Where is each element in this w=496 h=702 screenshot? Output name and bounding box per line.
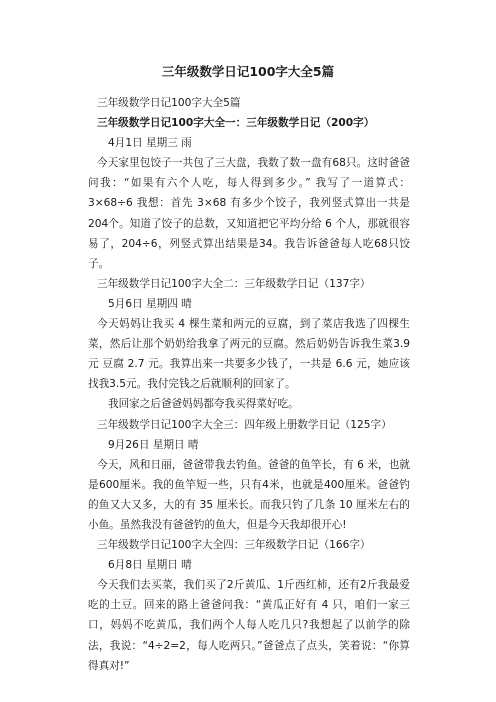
entry-paragraph-4-1: 今天我们去买菜，我们买了2斤黄瓜、1斤西红柿，还有2斤我最爱吃的土豆。回来的路上爸爸问我：“黄瓜正好有 4 只，咱们一家三口，妈妈不吃黄瓜，我们两个人每人吃几只?我想起了以前学的除法，我说：“4÷2=2，每人吃两只。”爸爸点了点头，笑着说：“你算得真对!”: [88, 579, 410, 672]
entry-date-3: 9月26日 星期日 晴: [108, 438, 199, 451]
entry-heading-3: 三年级数学日记100字大全三：四年级上册数学日记（125字）: [97, 418, 392, 431]
document-body: [88, 93, 410, 676]
document-subtitle: 三年级数学日记100字大全5篇: [97, 97, 241, 109]
entry-heading-1: 三年级数学日记100字大全一：三年级数学日记（200字）: [97, 117, 375, 130]
entry-date-1: 4月1日 星期三 雨: [108, 137, 192, 150]
document-title: 三年级数学日记100字大全5篇: [161, 64, 335, 79]
entry-paragraph-3-1: 今天，风和日丽，爸爸带我去钓鱼。爸爸的鱼竿长，有 6 米，也就是600厘米。我的鱼竿短一些，只有4米，也就是400厘米。爸爸钓的鱼又大又多，大的有 35 厘米长。而我只钓了几条 10 厘米左右的小鱼。虽然我没有爸爸钓的鱼大，但是今天我却很开心!: [88, 458, 410, 531]
entry-date-4: 6月8日 星期日 晴: [108, 559, 192, 572]
entry-paragraph-1-1: 今天家里包饺子一共包了三大盘，我数了数一盘有68只。这时爸爸问我：“如果有六个人吃，每人得到多少。” 我写了一道算式：3×68÷6 我想：首先 3×68 有多少个饺子，我列竖式算出一共是 204个。知道了饺子的总数，又知道把它平均分给 6 个人，那就很容易了，204÷6，列竖式算出结果是34。我告诉爸爸每人吃68只饺子。: [88, 157, 410, 270]
entry-heading-4: 三年级数学日记100字大全四：三年级数学日记（166字）: [97, 539, 371, 552]
entry-paragraph-2-1: 今天妈妈让我买 4 棵生菜和两元的豆腐，到了菜店我选了四棵生菜，然后让那个奶奶给我拿了两元的豆腐。然后奶奶告诉我生菜3.9元 豆腐 2.7 元。我算出来一共要多少钱了，一共是 6.6 元，她应该找我3.5元。我付完钱之后就顺利的回家了。: [88, 318, 410, 391]
entry-paragraph-2-2: 我回家之后爸爸妈妈都夸我买得菜好吃。: [108, 398, 299, 411]
entry-heading-2: 三年级数学日记100字大全二：三年级数学日记（137字）: [97, 277, 371, 290]
entry-date-2: 5月6日 星期四 晴: [108, 297, 192, 310]
